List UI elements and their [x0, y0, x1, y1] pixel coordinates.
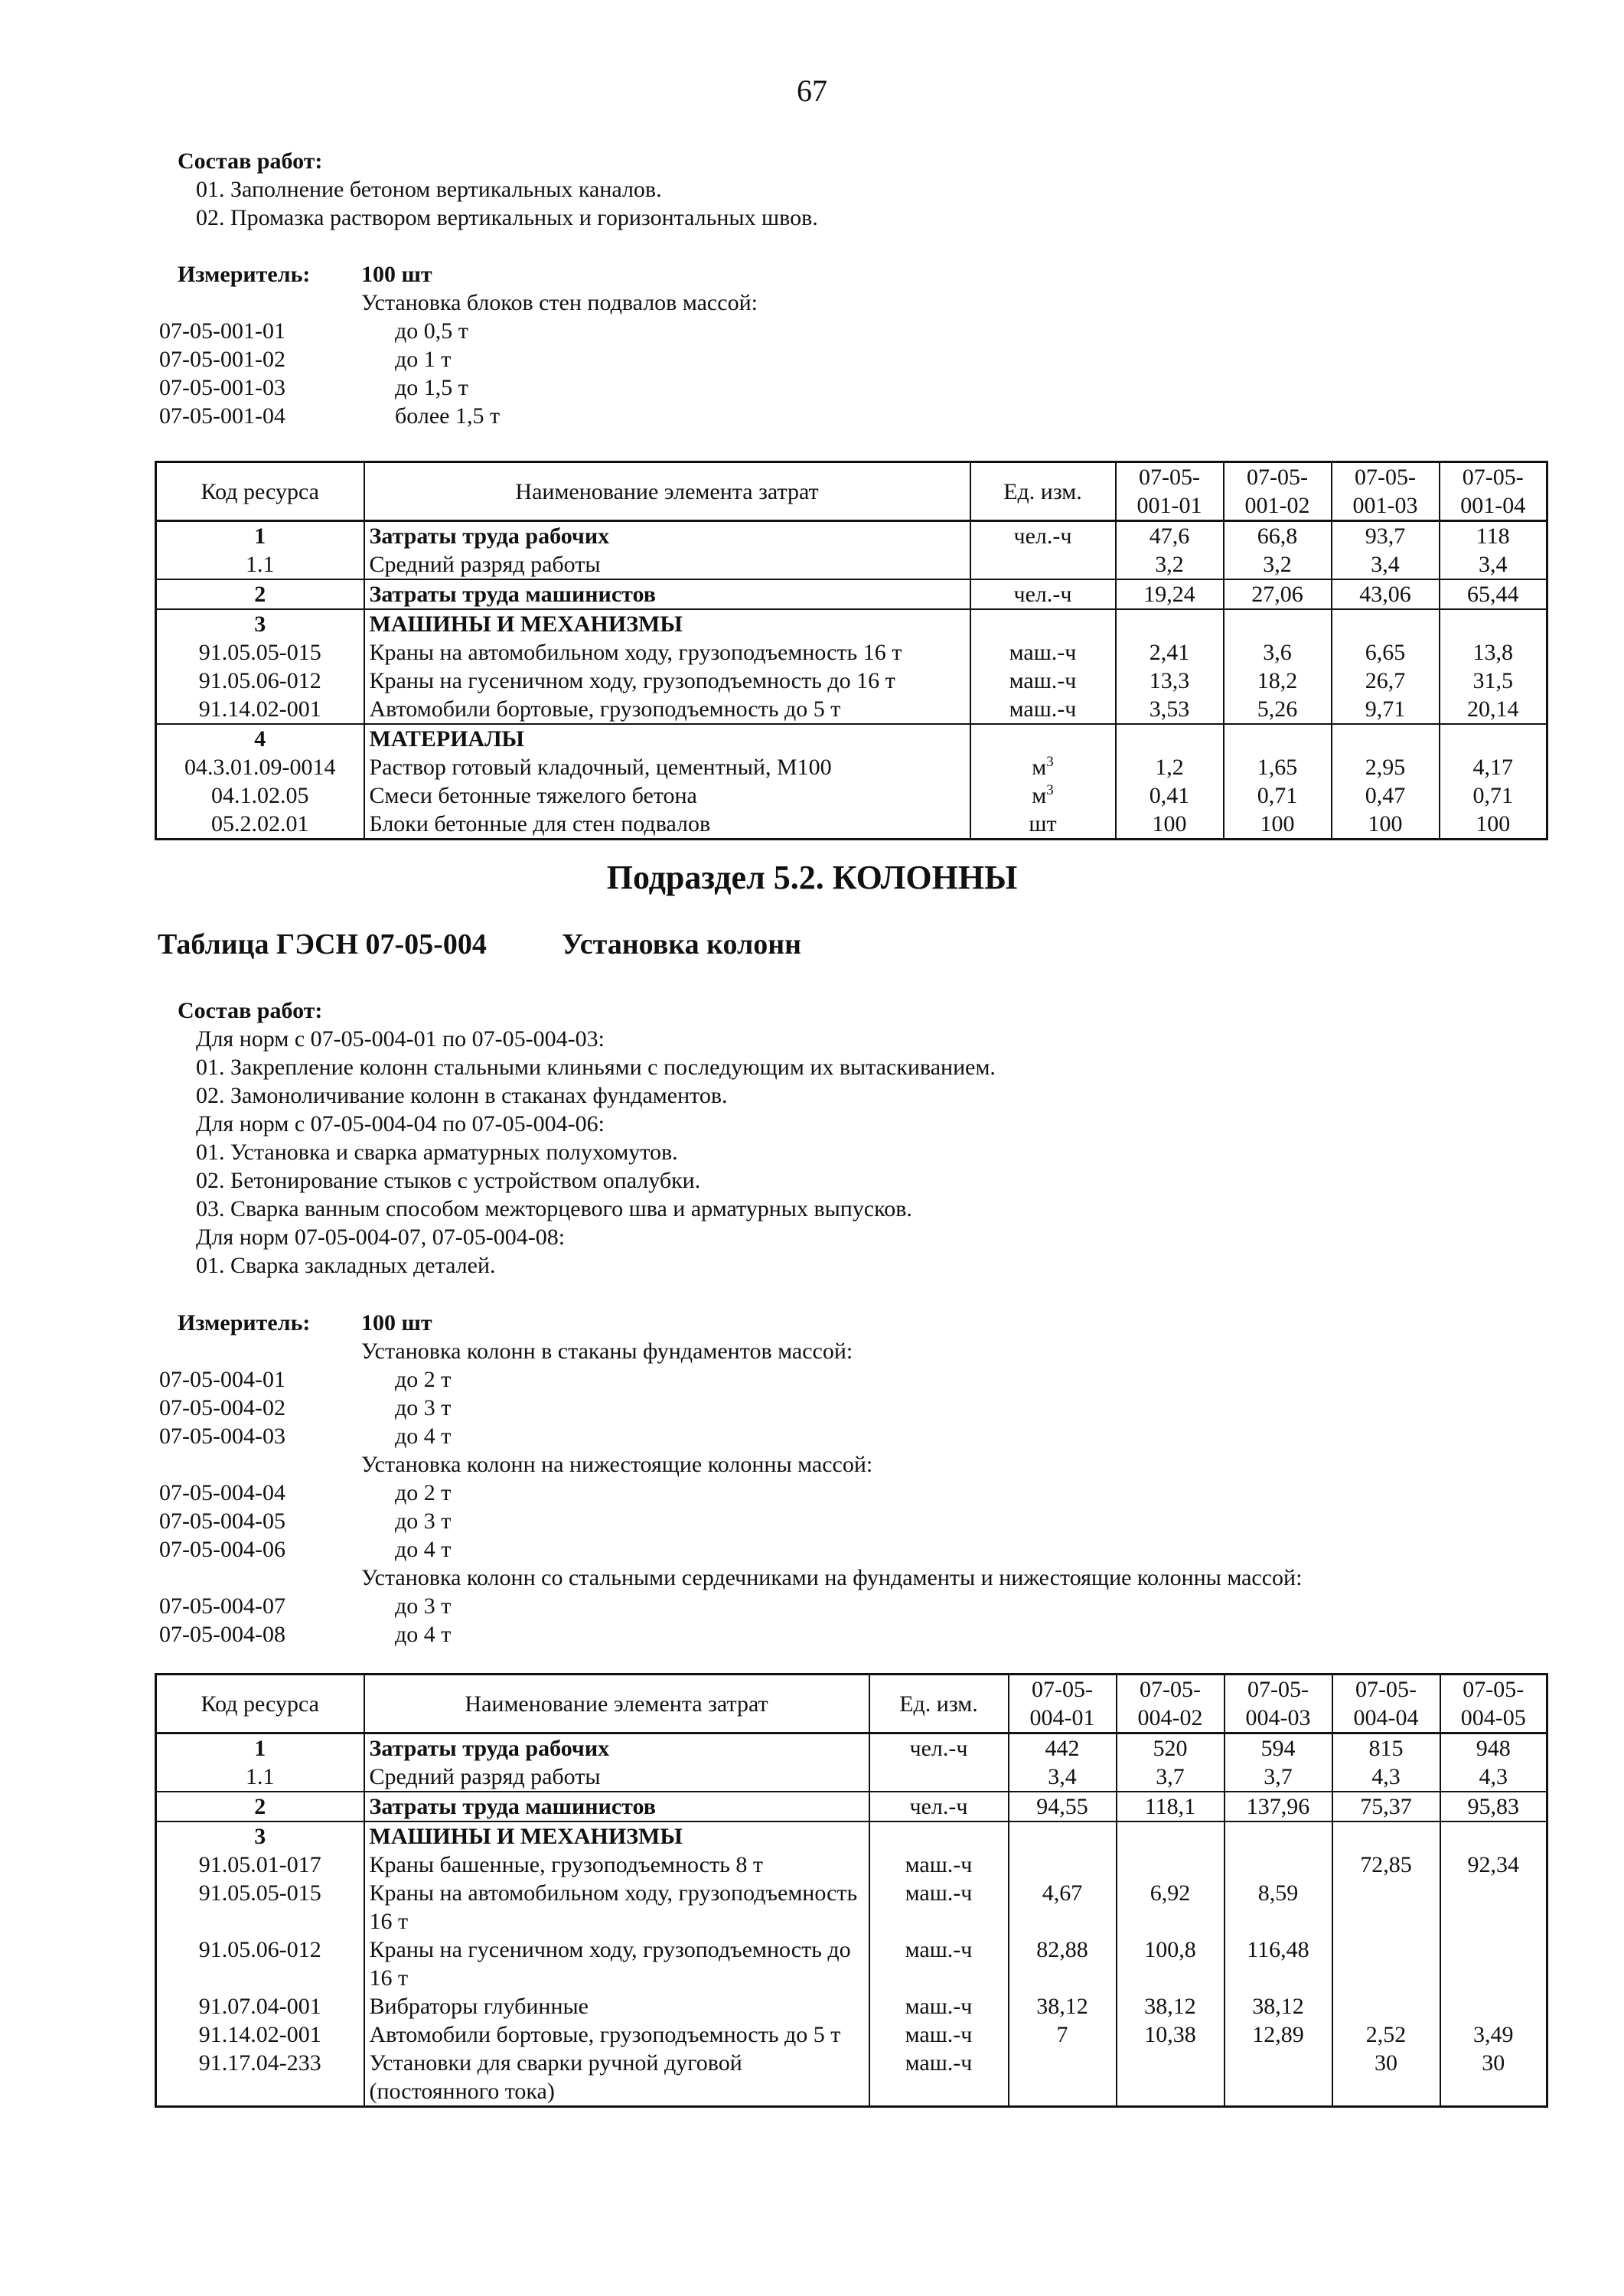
- resource-code: 1: [156, 1733, 364, 1763]
- table-row: [156, 579, 1547, 609]
- resource-code: 91.14.02-001: [156, 695, 364, 724]
- norm-code: 07-05-004-02: [159, 1395, 285, 1420]
- resource-code: 04.1.02.05: [156, 781, 364, 810]
- norm-value: 118,1: [1117, 1792, 1225, 1821]
- resource-name: МАШИНЫ И МЕХАНИЗМЫ: [364, 1821, 869, 1851]
- work-item: 03. Сварка ванным способом межторцевого шва и арматурных выпусков.: [196, 1196, 912, 1221]
- resource-code: 3: [156, 1821, 364, 1851]
- norm-value: 3,4: [1332, 550, 1440, 579]
- norm-value: 118: [1440, 521, 1547, 551]
- table-row: [156, 753, 1547, 781]
- norm-value: [1440, 1821, 1547, 1851]
- header-unit: Ед. изм.: [970, 462, 1116, 521]
- norm-value: [1116, 724, 1224, 753]
- norm-code: 07-05-004-01: [159, 1367, 285, 1392]
- resource-unit: маш.-ч: [869, 2049, 1009, 2107]
- norm-value: 9,71: [1332, 695, 1440, 724]
- norm-desc: более 1,5 т: [395, 403, 501, 429]
- resource-name: Раствор готовый кладочный, цементный, М100: [364, 753, 970, 781]
- work-item: Для норм с 07-05-004-04 по 07-05-004-06:: [196, 1111, 605, 1137]
- table-row: [156, 724, 1547, 753]
- unit-superscript: 3: [1046, 782, 1054, 798]
- measure-group-title: Установка колонн на нижестоящие колонны массой:: [361, 1452, 873, 1477]
- header-unit: Ед. изм.: [869, 1675, 1009, 1733]
- norm-desc: до 3 т: [395, 1395, 452, 1420]
- norm-value: 100: [1224, 810, 1332, 840]
- norm-value: 3,4: [1009, 1763, 1117, 1792]
- resource-name: Блоки бетонные для стен подвалов: [364, 810, 970, 840]
- measure-value: 100 шт: [361, 1310, 432, 1336]
- norm-value: 815: [1332, 1733, 1440, 1763]
- norm-row: [159, 317, 758, 345]
- norm-row: [159, 345, 758, 373]
- table-number: Таблица ГЭСН 07-05-004: [158, 928, 487, 960]
- norm-row: [159, 1394, 1302, 1422]
- resource-code: 05.2.02.01: [156, 810, 364, 840]
- resource-unit: чел.-ч: [869, 1792, 1009, 1821]
- work-composition-bottom: [178, 996, 996, 1280]
- table-row: [156, 550, 1547, 579]
- norm-value: 442: [1009, 1733, 1117, 1763]
- header-norm-col: 07-05- 004-04: [1332, 1675, 1440, 1733]
- norm-code: 07-05-001-04: [159, 403, 285, 429]
- norm-value: 3,7: [1117, 1763, 1225, 1792]
- norm-value: 13,3: [1116, 667, 1224, 695]
- measure-description: Установка блоков стен подвалов массой:: [361, 290, 758, 315]
- norm-row: [159, 1422, 1302, 1450]
- resource-unit: $м^3$: [970, 781, 1116, 810]
- resource-unit: маш.-ч: [869, 1992, 1009, 2020]
- norm-value: [1224, 609, 1332, 638]
- work-composition-label: Состав работ:: [178, 998, 323, 1023]
- norm-value: 6,92: [1117, 1879, 1225, 1936]
- norm-desc: до 0,5 т: [395, 318, 468, 344]
- header-resource-code: Код ресурса: [156, 1675, 364, 1733]
- norm-value: 0,71: [1224, 781, 1332, 810]
- norm-value: 19,24: [1116, 579, 1224, 609]
- resource-unit: [970, 724, 1116, 753]
- resource-unit: чел.-ч: [970, 521, 1116, 551]
- resource-code: 1.1: [156, 1763, 364, 1792]
- table-row: [156, 2049, 1547, 2107]
- table-row: [156, 781, 1547, 810]
- table-row: [156, 1821, 1547, 1851]
- resource-name: Затраты труда машинистов: [364, 579, 970, 609]
- norm-code: 07-05-004-03: [159, 1424, 285, 1449]
- resource-name: Краны на гусеничном ходу, грузоподъемность до 16 т: [364, 1936, 869, 1992]
- norm-value: 2,52: [1332, 2020, 1440, 2049]
- table-row: [156, 521, 1547, 551]
- table-row: [156, 1763, 1547, 1792]
- norm-value: 3,2: [1224, 550, 1332, 579]
- resource-unit: [869, 1821, 1009, 1851]
- work-item: 02. Промазка раствором вертикальных и горизонтальных швов.: [196, 205, 818, 230]
- norm-value: 3,4: [1440, 550, 1547, 579]
- norm-value: [1225, 1851, 1332, 1879]
- resource-name: Затраты труда машинистов: [364, 1792, 869, 1821]
- resource-unit: маш.-ч: [869, 1879, 1009, 1936]
- resource-name: Вибраторы глубинные: [364, 1992, 869, 2020]
- norm-value: [1440, 1992, 1547, 2020]
- norm-value: [1225, 2049, 1332, 2107]
- table-row: [156, 609, 1547, 638]
- norm-value: [1009, 1851, 1117, 1879]
- resource-code: 2: [156, 1792, 364, 1821]
- norm-value: [1117, 1851, 1225, 1879]
- measure-group-title: Установка колонн в стаканы фундаментов массой:: [361, 1339, 853, 1364]
- resource-name: МАШИНЫ И МЕХАНИЗМЫ: [364, 609, 970, 638]
- norm-code: 07-05-004-04: [159, 1480, 285, 1505]
- norm-value: 0,47: [1332, 781, 1440, 810]
- resource-code: 91.07.04-001: [156, 1992, 364, 2020]
- resource-unit: шт: [970, 810, 1116, 840]
- resource-table-004: [155, 1673, 1548, 2108]
- norm-value: 8,59: [1225, 1879, 1332, 1936]
- norm-value: 3,53: [1116, 695, 1224, 724]
- norm-code: 07-05-001-02: [159, 347, 285, 372]
- norm-row: [159, 402, 758, 430]
- table-row: [156, 810, 1547, 840]
- norm-value: 66,8: [1224, 521, 1332, 551]
- norm-value: 520: [1117, 1733, 1225, 1763]
- resource-code: 91.14.02-001: [156, 2020, 364, 2049]
- table-row: [156, 1992, 1547, 2020]
- norm-value: [1440, 724, 1547, 753]
- norm-value: 3,2: [1116, 550, 1224, 579]
- norm-value: 948: [1440, 1733, 1547, 1763]
- table-title: [158, 928, 802, 960]
- norm-value: 20,14: [1440, 695, 1547, 724]
- work-item: Для норм с 07-05-004-01 по 07-05-004-03:: [196, 1026, 605, 1052]
- table-row: [156, 2020, 1547, 2049]
- norm-desc: до 1 т: [395, 347, 452, 372]
- measure-block-top: [159, 260, 758, 430]
- norm-value: 38,12: [1225, 1992, 1332, 2020]
- unit-superscript: 3: [1046, 754, 1054, 770]
- norm-value: 92,34: [1440, 1851, 1547, 1879]
- resource-unit: [970, 550, 1116, 579]
- norm-value: 0,71: [1440, 781, 1547, 810]
- table-row: [156, 638, 1547, 667]
- resource-code: 4: [156, 724, 364, 753]
- page-number: 67: [797, 73, 827, 108]
- norm-value: [1116, 609, 1224, 638]
- norm-code: 07-05-001-01: [159, 318, 285, 344]
- norm-code: 07-05-004-08: [159, 1622, 285, 1647]
- norm-value: [1332, 1821, 1440, 1851]
- resource-code: 3: [156, 609, 364, 638]
- norm-value: [1332, 1992, 1440, 2020]
- norm-value: [1225, 1821, 1332, 1851]
- norm-value: 1,2: [1116, 753, 1224, 781]
- norm-value: 594: [1225, 1733, 1332, 1763]
- norm-value: [1440, 609, 1547, 638]
- resource-code: 91.05.06-012: [156, 1936, 364, 1992]
- work-item: 02. Замоноличивание колонн в стаканах фундаментов.: [196, 1083, 728, 1108]
- table-row: [156, 1879, 1547, 1936]
- norm-value: 30: [1332, 2049, 1440, 2107]
- norm-desc: до 2 т: [395, 1480, 452, 1505]
- table-row: [156, 1851, 1547, 1879]
- resource-unit: [869, 1763, 1009, 1792]
- table-row: [156, 1936, 1547, 1992]
- norm-value: 31,5: [1440, 667, 1547, 695]
- norm-value: 13,8: [1440, 638, 1547, 667]
- norm-desc: до 2 т: [395, 1367, 452, 1392]
- resource-name: Установки для сварки ручной дуговой (постоянного тока): [364, 2049, 869, 2107]
- header-element-name: Наименование элемента затрат: [364, 1675, 869, 1733]
- resource-unit: маш.-ч: [869, 1936, 1009, 1992]
- norm-value: 75,37: [1332, 1792, 1440, 1821]
- norm-value: 100,8: [1117, 1936, 1225, 1992]
- resource-code: 91.17.04-233: [156, 2049, 364, 2107]
- work-item: 01. Установка и сварка арматурных полухомутов.: [196, 1140, 678, 1165]
- norm-value: [1440, 1879, 1547, 1936]
- norm-value: 2,41: [1116, 638, 1224, 667]
- work-composition-label: Состав работ:: [178, 148, 323, 174]
- norm-code: 07-05-001-03: [159, 375, 285, 400]
- resource-name: Краны на автомобильном ходу, грузоподъемность 16 т: [364, 638, 970, 667]
- resource-name: МАТЕРИАЛЫ: [364, 724, 970, 753]
- norm-row: [159, 1507, 1302, 1535]
- resource-name: Краны на гусеничном ходу, грузоподъемность до 16 т: [364, 667, 970, 695]
- resource-name: Средний разряд работы: [364, 1763, 869, 1792]
- resource-table-001: [155, 461, 1548, 840]
- resource-code: 91.05.05-015: [156, 1879, 364, 1936]
- norm-value: 3,7: [1225, 1763, 1332, 1792]
- norm-value: 12,89: [1225, 2020, 1332, 2049]
- subsection-title: Подраздел 5.2. КОЛОННЫ: [606, 859, 1018, 896]
- norm-row: [159, 1365, 1302, 1394]
- norm-desc: до 4 т: [395, 1622, 452, 1647]
- measure-block-bottom: [159, 1309, 1302, 1649]
- norm-value: [1440, 1936, 1547, 1992]
- resource-name: Автомобили бортовые, грузоподъемность до 5 т: [364, 695, 970, 724]
- resource-code: 91.05.01-017: [156, 1851, 364, 1879]
- header-norm-col: 07-05- 004-02: [1117, 1675, 1225, 1733]
- norm-value: 82,88: [1009, 1936, 1117, 1992]
- norm-value: [1332, 609, 1440, 638]
- header-norm-col: 07-05- 004-05: [1440, 1675, 1547, 1733]
- norm-value: [1009, 1821, 1117, 1851]
- norm-code: 07-05-004-06: [159, 1537, 285, 1562]
- norm-value: 116,48: [1225, 1936, 1332, 1992]
- norm-value: 10,38: [1117, 2020, 1225, 2049]
- norm-desc: до 3 т: [395, 1593, 452, 1619]
- measure-value: 100 шт: [361, 262, 432, 287]
- table-name: Установка колонн: [562, 928, 802, 960]
- resource-unit: маш.-ч: [970, 667, 1116, 695]
- resource-name: Краны на автомобильном ходу, грузоподъемность 16 т: [364, 1879, 869, 1936]
- norm-desc: до 4 т: [395, 1424, 452, 1449]
- resource-unit: маш.-ч: [869, 1851, 1009, 1879]
- norm-value: 0,41: [1116, 781, 1224, 810]
- norm-value: 7: [1009, 2020, 1117, 2049]
- norm-value: 100: [1332, 810, 1440, 840]
- norm-code: 07-05-004-05: [159, 1508, 285, 1534]
- resource-unit: маш.-ч: [869, 2020, 1009, 2049]
- resource-unit: чел.-ч: [970, 579, 1116, 609]
- norm-value: 94,55: [1009, 1792, 1117, 1821]
- norm-value: 18,2: [1224, 667, 1332, 695]
- norm-desc: до 4 т: [395, 1537, 452, 1562]
- resource-name: Затраты труда рабочих: [364, 1733, 869, 1763]
- norm-value: 95,83: [1440, 1792, 1547, 1821]
- work-composition-top: [178, 147, 818, 232]
- work-item: 01. Сварка закладных деталей.: [196, 1253, 496, 1278]
- norm-row: [159, 1620, 1302, 1649]
- norm-value: 137,96: [1225, 1792, 1332, 1821]
- norm-value: 47,6: [1116, 521, 1224, 551]
- resource-name: Краны башенные, грузоподъемность 8 т: [364, 1851, 869, 1879]
- norm-value: [1332, 724, 1440, 753]
- norm-value: [1332, 1879, 1440, 1936]
- table-row: [156, 667, 1547, 695]
- header-element-name: Наименование элемента затрат: [364, 462, 970, 521]
- resource-code: 91.05.05-015: [156, 638, 364, 667]
- norm-row: [159, 1592, 1302, 1620]
- norm-row: [159, 373, 758, 402]
- norm-code: 07-05-004-07: [159, 1593, 285, 1619]
- norm-value: 100: [1116, 810, 1224, 840]
- norm-value: [1224, 724, 1332, 753]
- resource-unit: $м^3$: [970, 753, 1116, 781]
- norm-value: 3,6: [1224, 638, 1332, 667]
- header-norm-col: 07-05- 004-03: [1225, 1675, 1332, 1733]
- norm-value: 1,65: [1224, 753, 1332, 781]
- table-row: [156, 1733, 1547, 1763]
- measure-label: Измеритель:: [178, 1310, 311, 1336]
- header-norm-col: 07-05- 001-02: [1224, 462, 1332, 521]
- norm-value: 5,26: [1224, 695, 1332, 724]
- work-item: 02. Бетонирование стыков с устройством опалубки.: [196, 1168, 701, 1193]
- resource-code: 04.3.01.09-0014: [156, 753, 364, 781]
- norm-desc: до 1,5 т: [395, 375, 468, 400]
- resource-code: 1.1: [156, 550, 364, 579]
- resource-name: Затраты труда рабочих: [364, 521, 970, 551]
- norm-value: 30: [1440, 2049, 1547, 2107]
- norm-value: 72,85: [1332, 1851, 1440, 1879]
- header-norm-col: 07-05- 001-01: [1116, 462, 1224, 521]
- norm-value: [1009, 2049, 1117, 2107]
- resource-unit: чел.-ч: [869, 1733, 1009, 1763]
- norm-value: 3,49: [1440, 2020, 1547, 2049]
- norm-value: 93,7: [1332, 521, 1440, 551]
- norm-value: 38,12: [1117, 1992, 1225, 2020]
- table-row: [156, 1792, 1547, 1821]
- norm-value: 100: [1440, 810, 1547, 840]
- norm-row: [159, 1535, 1302, 1564]
- norm-value: 4,17: [1440, 753, 1547, 781]
- resource-name: Автомобили бортовые, грузоподъемность до 5 т: [364, 2020, 869, 2049]
- norm-value: 4,3: [1440, 1763, 1547, 1792]
- header-norm-col: 07-05- 004-01: [1009, 1675, 1117, 1733]
- resource-code: 2: [156, 579, 364, 609]
- table-row: [156, 695, 1547, 724]
- norm-value: [1332, 1936, 1440, 1992]
- resource-unit: [970, 609, 1116, 638]
- header-norm-col: 07-05- 001-04: [1440, 462, 1547, 521]
- header-resource-code: Код ресурса: [156, 462, 364, 521]
- work-item: 01. Заполнение бетоном вертикальных каналов.: [196, 177, 662, 202]
- norm-value: 6,65: [1332, 638, 1440, 667]
- norm-desc: до 3 т: [395, 1508, 452, 1534]
- header-norm-col: 07-05- 001-03: [1332, 462, 1440, 521]
- resource-code: 1: [156, 521, 364, 551]
- norm-value: 4,67: [1009, 1879, 1117, 1936]
- resource-unit: маш.-ч: [970, 638, 1116, 667]
- norm-value: [1117, 1821, 1225, 1851]
- norm-value: 27,06: [1224, 579, 1332, 609]
- resource-code: 91.05.06-012: [156, 667, 364, 695]
- resource-name: Смеси бетонные тяжелого бетона: [364, 781, 970, 810]
- measure-group-title: Установка колонн со стальными сердечниками на фундаменты и нижестоящие колонны массой:: [361, 1565, 1303, 1590]
- norm-value: 38,12: [1009, 1992, 1117, 2020]
- work-item: 01. Закрепление колонн стальными клиньями с последующим их вытаскиванием.: [196, 1055, 996, 1080]
- norm-value: 65,44: [1440, 579, 1547, 609]
- resource-name: Средний разряд работы: [364, 550, 970, 579]
- norm-value: [1117, 2049, 1225, 2107]
- norm-value: 4,3: [1332, 1763, 1440, 1792]
- resource-unit: маш.-ч: [970, 695, 1116, 724]
- norm-row: [159, 1479, 1302, 1507]
- norm-value: 43,06: [1332, 579, 1440, 609]
- work-item: Для норм 07-05-004-07, 07-05-004-08:: [196, 1225, 566, 1250]
- norm-value: 2,95: [1332, 753, 1440, 781]
- norm-value: 26,7: [1332, 667, 1440, 695]
- measure-label: Измеритель:: [178, 262, 311, 287]
